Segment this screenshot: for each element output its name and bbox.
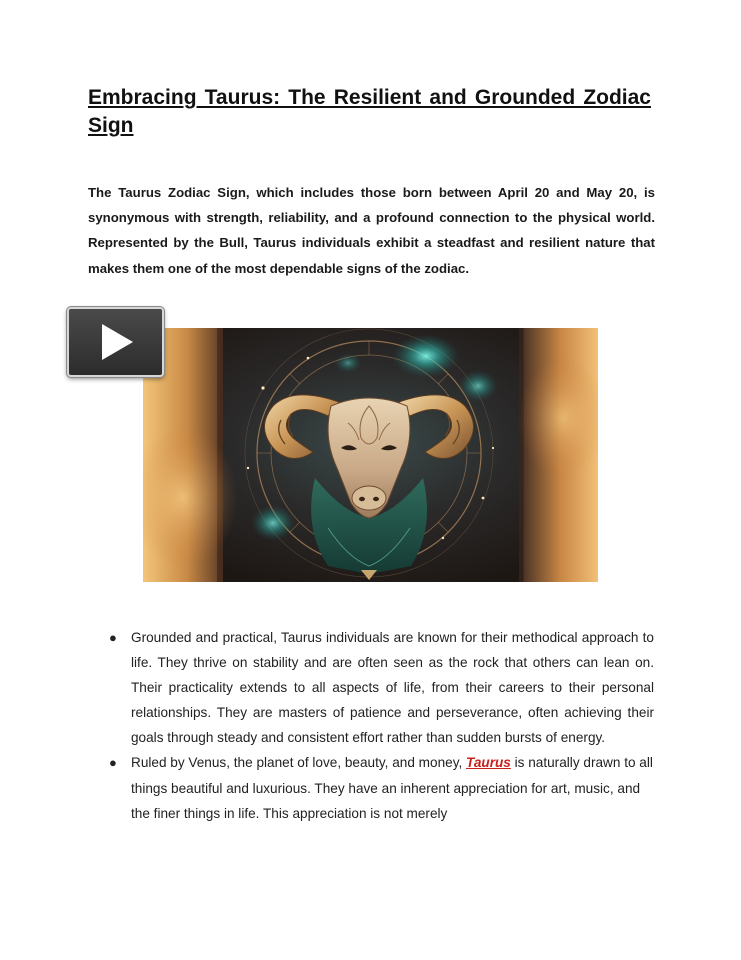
- bullet-dot: ●: [109, 630, 117, 645]
- bullet-text-after: is naturally drawn to all things beautiful and luxurious. They have an inherent appreciation for art, music, and the finer things in life. This appreciation is not merely: [131, 755, 653, 821]
- intro-paragraph: The Taurus Zodiac Sign, which includes those born between April 20 and May 20, is synonymous with strength, reliability, and a profound connection to the physical world. Represented by the Bull, Taurus individuals exhibit a steadfast and resilient nature that makes them one of the most dependable signs of the zodiac.: [88, 185, 655, 276]
- bullet-dot: ●: [109, 755, 117, 771]
- bullet-text: Grounded and practical, Taurus individuals are known for their methodical approach to life. They thrive on stability and are often seen as the rock that others can lean on. Their practicality extends to all aspects of life, from their careers to their personal relationships. They are masters of patience and perseverance, often achieving their goals through steady and consistent effort rather than sudden bursts of energy.: [131, 630, 654, 746]
- video-play-button[interactable]: [67, 307, 164, 377]
- play-icon: [69, 309, 162, 375]
- taurus-link[interactable]: Taurus: [466, 755, 511, 771]
- bullet-text-before: Ruled by Venus, the planet of love, beauty, and money,: [131, 755, 467, 771]
- bullet-list: [109, 625, 654, 826]
- bull-illustration: [143, 328, 598, 582]
- list-item: [109, 625, 654, 750]
- taurus-bull-image: [143, 328, 598, 582]
- document-title: Embracing Taurus: The Resilient and Grounded Zodiac Sign: [88, 86, 651, 137]
- list-item: [109, 750, 654, 825]
